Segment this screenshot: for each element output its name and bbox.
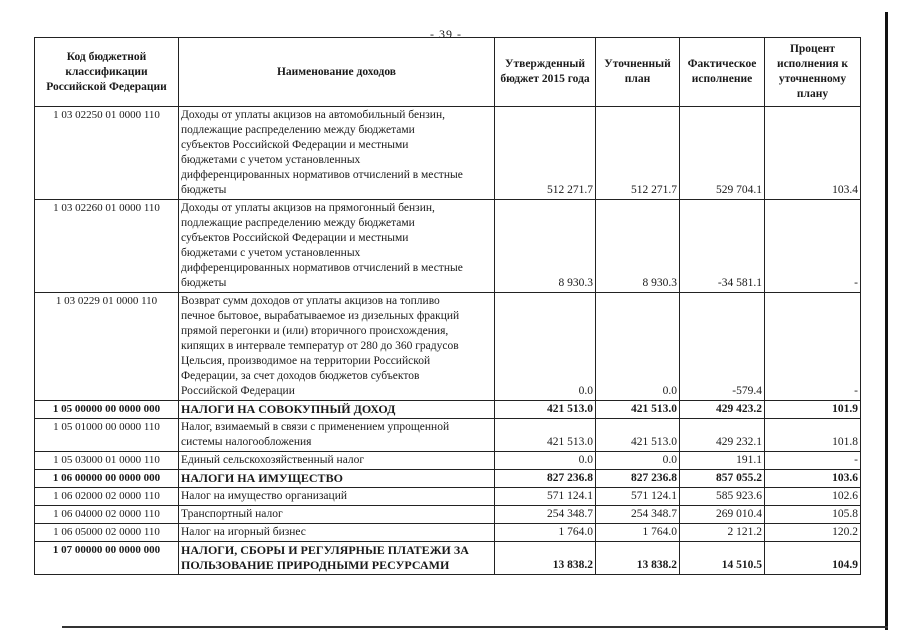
table-header-row (35, 38, 861, 107)
row-code: 1 03 02260 01 0000 110 (35, 200, 179, 293)
row-percent: 102.6 (765, 488, 861, 506)
row-name: НАЛОГИ, СБОРЫ И РЕГУЛЯРНЫЕ ПЛАТЕЖИ ЗА ПОЛЬЗОВАНИЕ ПРИРОДНЫМИ РЕСУРСАМИ (179, 542, 495, 575)
row-percent: 105.8 (765, 506, 861, 524)
table-row (35, 107, 861, 200)
row-name: НАЛОГИ НА ИМУЩЕСТВО (179, 470, 495, 488)
row-percent: - (765, 452, 861, 470)
row-approved: 0.0 (495, 293, 596, 401)
row-name: Доходы от уплаты акцизов на автомобильный бензин, подлежащие распределению между бюджетами субъектов Российской Федерации и местными бюджетами с учетом установленных дифференцированных нормативов отчислений в местные бюджеты (179, 107, 495, 200)
row-approved: 13 838.2 (495, 542, 596, 575)
row-percent: 120.2 (765, 524, 861, 542)
page-right-edge (885, 12, 888, 630)
row-actual: -34 581.1 (680, 200, 765, 293)
row-percent: 101.8 (765, 419, 861, 452)
row-approved: 421 513.0 (495, 401, 596, 419)
row-plan: 0.0 (596, 293, 680, 401)
table-row (35, 470, 861, 488)
row-code: 1 06 04000 02 0000 110 (35, 506, 179, 524)
row-percent: 101.9 (765, 401, 861, 419)
row-name: НАЛОГИ НА СОВОКУПНЫЙ ДОХОД (179, 401, 495, 419)
table-row (35, 506, 861, 524)
table-row (35, 293, 861, 401)
page-number: - 39 - (430, 27, 462, 41)
row-code: 1 06 05000 02 0000 110 (35, 524, 179, 542)
row-code: 1 07 00000 00 0000 000 (35, 542, 179, 575)
header-plan: Уточненный план (596, 38, 680, 107)
row-plan: 254 348.7 (596, 506, 680, 524)
row-plan: 827 236.8 (596, 470, 680, 488)
row-approved: 0.0 (495, 452, 596, 470)
row-actual: 269 010.4 (680, 506, 765, 524)
table-row (35, 542, 861, 575)
row-code: 1 06 02000 02 0000 110 (35, 488, 179, 506)
budget-revenue-table (34, 37, 861, 575)
row-code: 1 05 03000 01 0000 110 (35, 452, 179, 470)
row-percent: - (765, 200, 861, 293)
table-row (35, 524, 861, 542)
table-row (35, 488, 861, 506)
row-actual: 429 232.1 (680, 419, 765, 452)
row-approved: 1 764.0 (495, 524, 596, 542)
row-approved: 254 348.7 (495, 506, 596, 524)
row-code: 1 05 01000 00 0000 110 (35, 419, 179, 452)
row-code: 1 05 00000 00 0000 000 (35, 401, 179, 419)
row-percent: 103.4 (765, 107, 861, 200)
row-percent: - (765, 293, 861, 401)
row-name: Налог, взимаемый в связи с применением упрощенной системы налогообложения (179, 419, 495, 452)
row-approved: 512 271.7 (495, 107, 596, 200)
row-plan: 421 513.0 (596, 401, 680, 419)
row-actual: 191.1 (680, 452, 765, 470)
row-plan: 421 513.0 (596, 419, 680, 452)
row-name: Единый сельскохозяйственный налог (179, 452, 495, 470)
header-name: Наименование доходов (179, 38, 495, 107)
table-row (35, 401, 861, 419)
row-code: 1 03 0229 01 0000 110 (35, 293, 179, 401)
header-code: Код бюджетной классификации Российской Федерации (35, 38, 179, 107)
row-approved: 8 930.3 (495, 200, 596, 293)
table-body (35, 107, 861, 575)
table-row (35, 419, 861, 452)
row-plan: 0.0 (596, 452, 680, 470)
row-plan: 571 124.1 (596, 488, 680, 506)
row-name: Доходы от уплаты акцизов на прямогонный бензин, подлежащие распределению между бюджетами субъектов Российской Федерации и местными бюджетами с учетом установленных дифференцированных нормативов отчислений в местные бюджеты (179, 200, 495, 293)
header-approved: Утвержденный бюджет 2015 года (495, 38, 596, 107)
row-actual: 14 510.5 (680, 542, 765, 575)
row-plan: 13 838.2 (596, 542, 680, 575)
row-approved: 421 513.0 (495, 419, 596, 452)
row-actual: 429 423.2 (680, 401, 765, 419)
row-actual: 2 121.2 (680, 524, 765, 542)
row-approved: 571 124.1 (495, 488, 596, 506)
row-name: Налог на игорный бизнес (179, 524, 495, 542)
table-row (35, 200, 861, 293)
row-code: 1 06 00000 00 0000 000 (35, 470, 179, 488)
row-code: 1 03 02250 01 0000 110 (35, 107, 179, 200)
row-percent: 104.9 (765, 542, 861, 575)
row-plan: 1 764.0 (596, 524, 680, 542)
row-actual: 529 704.1 (680, 107, 765, 200)
header-percent: Процент исполнения к уточненному плану (765, 38, 861, 107)
row-name: Транспортный налог (179, 506, 495, 524)
page-bottom-edge (62, 626, 888, 628)
header-actual: Фактическое исполнение (680, 38, 765, 107)
row-plan: 512 271.7 (596, 107, 680, 200)
row-name: Налог на имущество организаций (179, 488, 495, 506)
table-row (35, 452, 861, 470)
row-approved: 827 236.8 (495, 470, 596, 488)
row-actual: 585 923.6 (680, 488, 765, 506)
row-actual: -579.4 (680, 293, 765, 401)
row-name: Возврат сумм доходов от уплаты акцизов на топливо печное бытовое, вырабатываемое из дизельных фракций прямой перегонки и (или) вторичного происхождения, кипящих в интервале температур от 280 до 360 градусов Цельсия, производимое на территории Российской Федерации, за счет доходов бюджетов субъектов Российской Федерации (179, 293, 495, 401)
row-percent: 103.6 (765, 470, 861, 488)
row-actual: 857 055.2 (680, 470, 765, 488)
row-plan: 8 930.3 (596, 200, 680, 293)
